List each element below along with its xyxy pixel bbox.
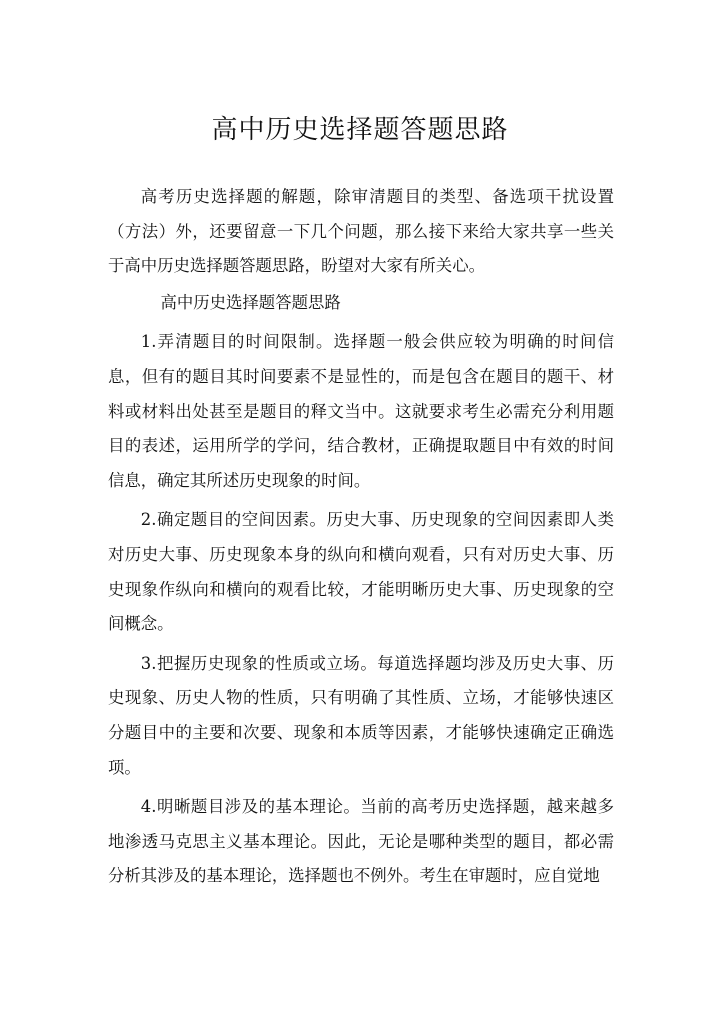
list-item: 3.把握历史现象的性质或立场。每道选择题均涉及历史大事、历史现象、历史人物的性质，只有明确了其性质、立场，才能够快速区分题目中的主要和次要、现象和本质等因素，才能够快速确定正确选项。 (108, 653, 614, 777)
document-body (108, 180, 614, 894)
list-item: 4.明晰题目涉及的基本理论。当前的高考历史选择题，越来越多地渗透马克思主义基本理论。因此，无论是哪种类型的题目，都必需分析其涉及的基本理论，选择题也不例外。考生在审题时，应自觉地 (108, 797, 614, 886)
intro-paragraph: 高考历史选择题的解题，除审清题目的类型、备选项干扰设置（方法）外，还要留意一下几个问题，那么接下来给大家共享一些关于高中历史选择题答题思路，盼望对大家有所关心。 (108, 187, 614, 276)
section-subheading: 高中历史选择题答题思路 (160, 292, 341, 312)
list-item: 2.确定题目的空间因素。历史大事、历史现象的空间因素即人类对历史大事、历史现象本身的纵向和横向观看，只有对历史大事、历史现象作纵向和横向的观看比较，才能明晰历史大事、历史现象的空间概念。 (108, 510, 614, 634)
list-item: 1.弄清题目的时间限制。选择题一般会供应较为明确的时间信息，但有的题目其时间要素不是显性的，而是包含在题目的题干、材料或材料出处甚至是题目的释文当中。这就要求考生必需充分利用题目的表述，运用所学的学问，结合教材，正确提取题目中有效的时间信息，确定其所述历史现象的时间。 (108, 332, 614, 490)
document-title: 高中历史选择题答题思路 (211, 115, 509, 145)
